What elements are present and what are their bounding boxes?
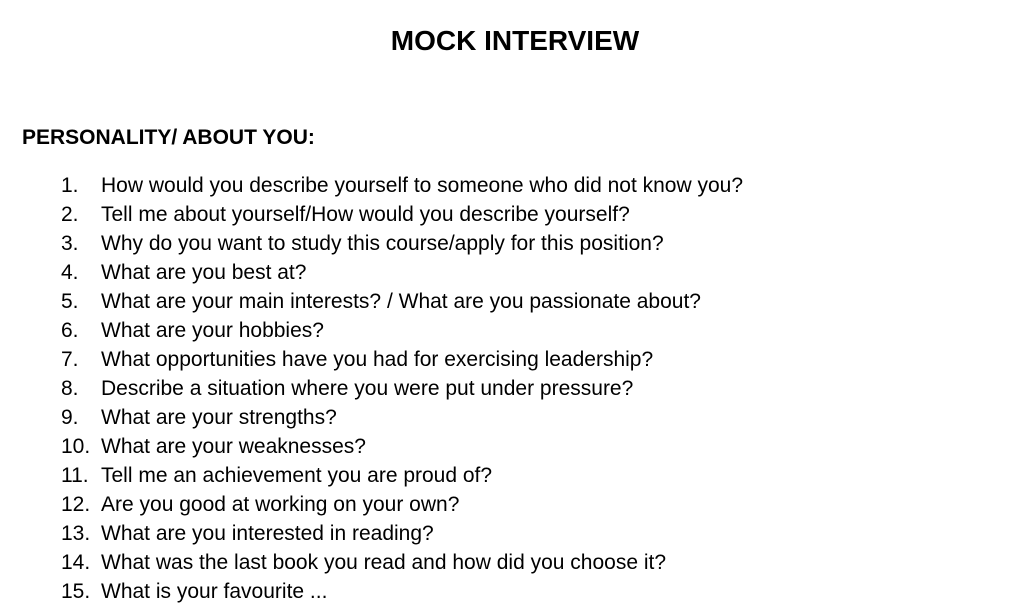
list-item <box>61 490 743 519</box>
list-item <box>61 577 743 606</box>
question-number: 9. <box>61 406 79 429</box>
question-text: What are your hobbies? <box>101 319 324 342</box>
question-number: 10. <box>61 435 91 458</box>
list-item <box>61 258 743 287</box>
question-number: 11. <box>61 464 89 487</box>
question-number: 1. <box>61 174 79 197</box>
question-text: What is your favourite ... <box>101 580 328 603</box>
list-item <box>61 316 743 345</box>
list-item <box>61 432 743 461</box>
question-text: Describe a situation where you were put under pressure? <box>101 377 634 400</box>
question-number: 2. <box>61 203 79 226</box>
question-number: 13. <box>61 522 91 545</box>
question-number: 6. <box>61 319 79 342</box>
question-text: Tell me an achievement you are proud of? <box>101 464 493 487</box>
question-text: Why do you want to study this course/apply for this position? <box>101 232 664 255</box>
list-item <box>61 403 743 432</box>
page-title: MOCK INTERVIEW <box>390 25 640 56</box>
question-number: 5. <box>61 290 79 313</box>
list-item <box>61 345 743 374</box>
question-number: 12. <box>61 493 91 516</box>
question-number: 15. <box>61 580 91 603</box>
question-text: What are you best at? <box>101 261 307 284</box>
list-item <box>61 171 743 200</box>
list-item <box>61 287 743 316</box>
question-text: What are your main interests? / What are you passionate about? <box>101 290 701 313</box>
list-item <box>61 200 743 229</box>
question-list <box>61 171 743 606</box>
question-text: Tell me about yourself/How would you describe yourself? <box>101 203 630 226</box>
question-text: What was the last book you read and how did you choose it? <box>101 551 667 574</box>
question-text: How would you describe yourself to someone who did not know you? <box>101 174 744 197</box>
list-item <box>61 229 743 258</box>
question-number: 14. <box>61 551 91 574</box>
section-heading: PERSONALITY/ ABOUT YOU: <box>22 126 315 149</box>
list-item <box>61 374 743 403</box>
list-item <box>61 548 743 577</box>
question-text: What opportunities have you had for exercising leadership? <box>101 348 654 371</box>
question-text: What are your weaknesses? <box>101 435 366 458</box>
question-text: What are you interested in reading? <box>101 522 434 545</box>
list-item <box>61 519 743 548</box>
question-text: What are your strengths? <box>101 406 337 429</box>
question-number: 7. <box>61 348 79 371</box>
question-number: 8. <box>61 377 79 400</box>
list-item <box>61 461 743 490</box>
question-text: Are you good at working on your own? <box>101 493 460 516</box>
question-number: 3. <box>61 232 79 255</box>
question-number: 4. <box>61 261 79 284</box>
